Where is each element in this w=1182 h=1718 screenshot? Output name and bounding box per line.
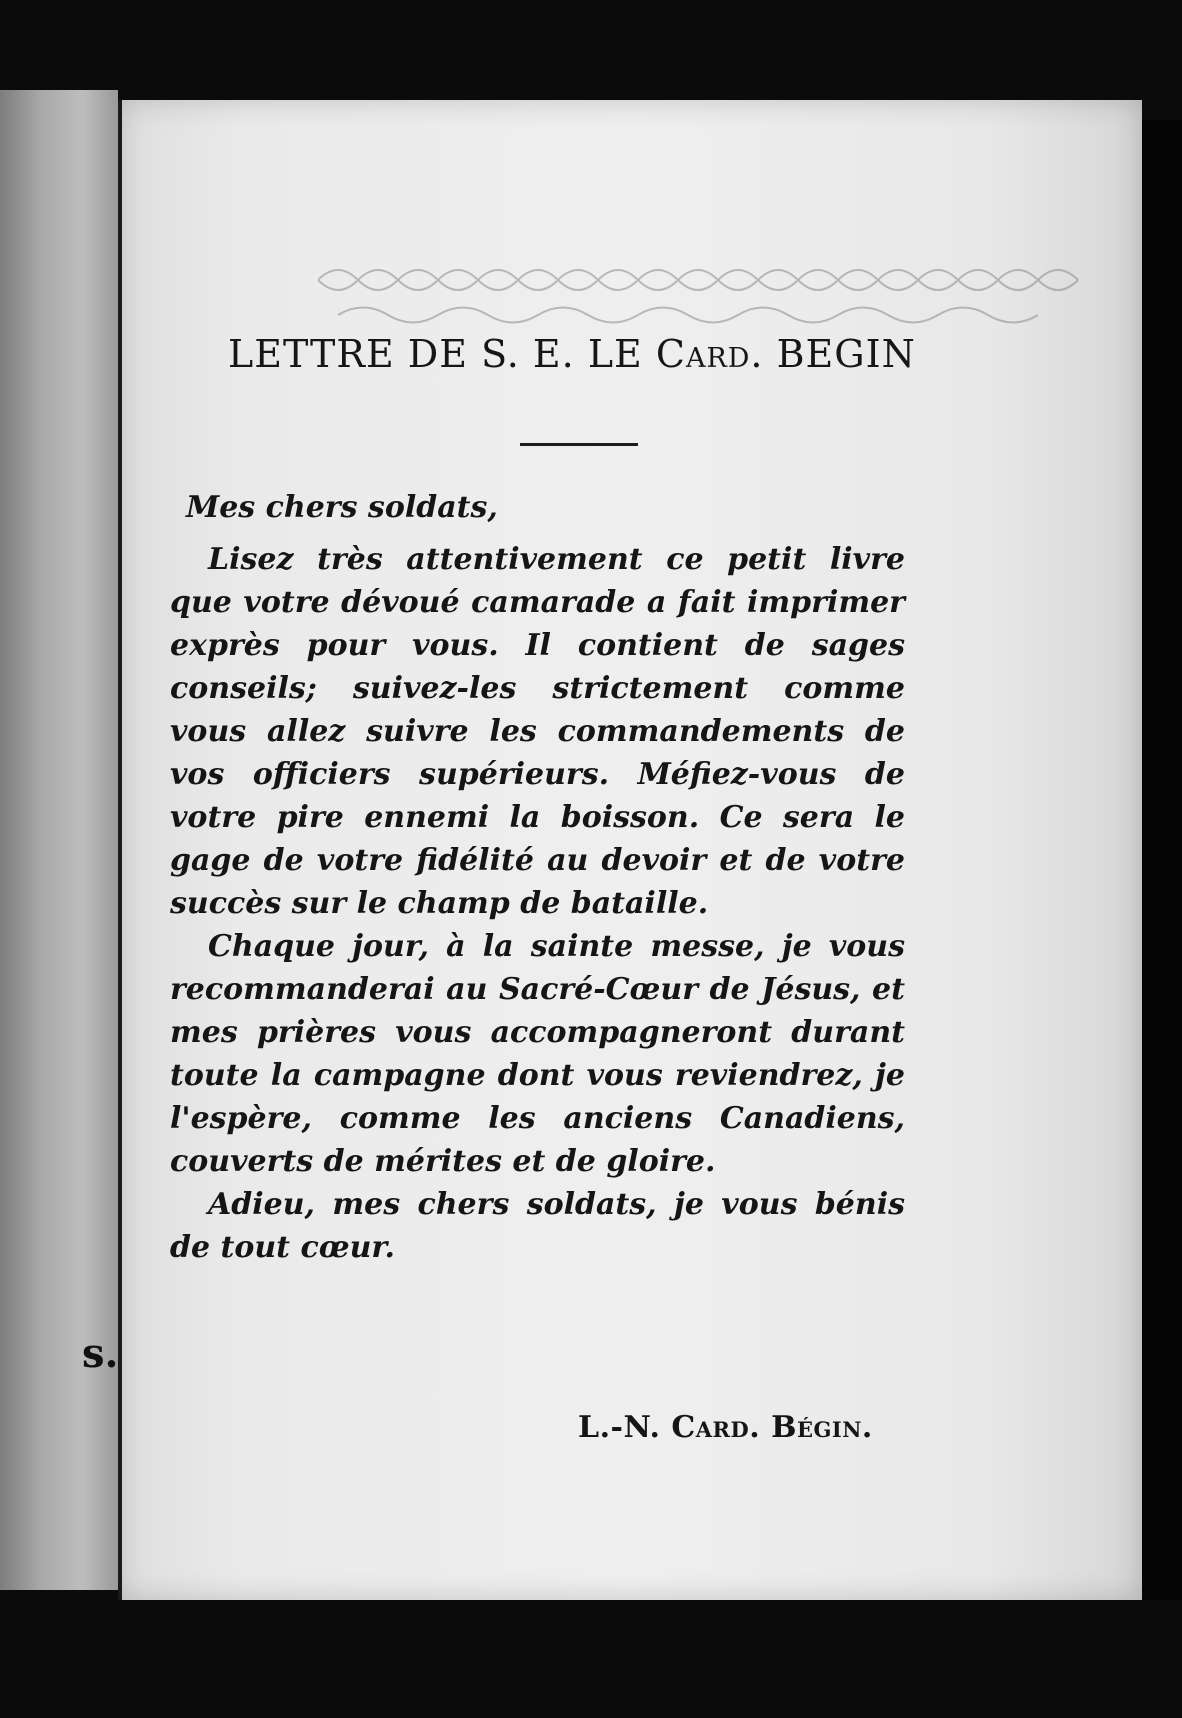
- document-page: [118, 100, 1142, 1600]
- scan-border: [1142, 120, 1182, 1600]
- salutation: Mes chers soldats,: [186, 490, 498, 525]
- letter-body: [170, 538, 905, 1269]
- heading-divider: [520, 443, 638, 446]
- decorative-ornament: [318, 250, 1098, 340]
- paragraph-2: Chaque jour, à la sainte messe, je vous recommanderai au Sacré-Cœur de Jésus, et mes prières vous accompagneront durant toute la campagne dont vous reviendrez, je l'espère, comme les anciens Canadiens, couverts de mérites et de gloire.: [170, 929, 905, 1179]
- signature-initials: L.-N.: [578, 1410, 672, 1445]
- heading-text: LETTRE DE S. E. LE: [228, 332, 656, 376]
- previous-page-mark: s.: [82, 1330, 119, 1377]
- paragraph-1: Lisez très attentivement ce petit livre que votre dévoué camarade a fait imprimer exprès pour vous. Il contient de sages conseils; suivez-les strictement comme vous allez suivre les commandements de vos officiers supérieurs. Méfiez-vous de votre pire ennemi la boisson. Ce sera le gage de votre fidélité au devoir et de votre succès sur le champ de bataille.: [170, 542, 905, 921]
- signature: [578, 1410, 873, 1445]
- paragraph-3: Adieu, mes chers soldats, je vous bénis de tout cœur.: [170, 1187, 905, 1265]
- heading-name: BEGIN: [763, 332, 916, 376]
- signature-name: Card. Bégin.: [671, 1410, 873, 1445]
- heading-title: Card.: [655, 332, 764, 376]
- previous-page-edge: [0, 90, 118, 1590]
- letter-heading: [228, 332, 988, 376]
